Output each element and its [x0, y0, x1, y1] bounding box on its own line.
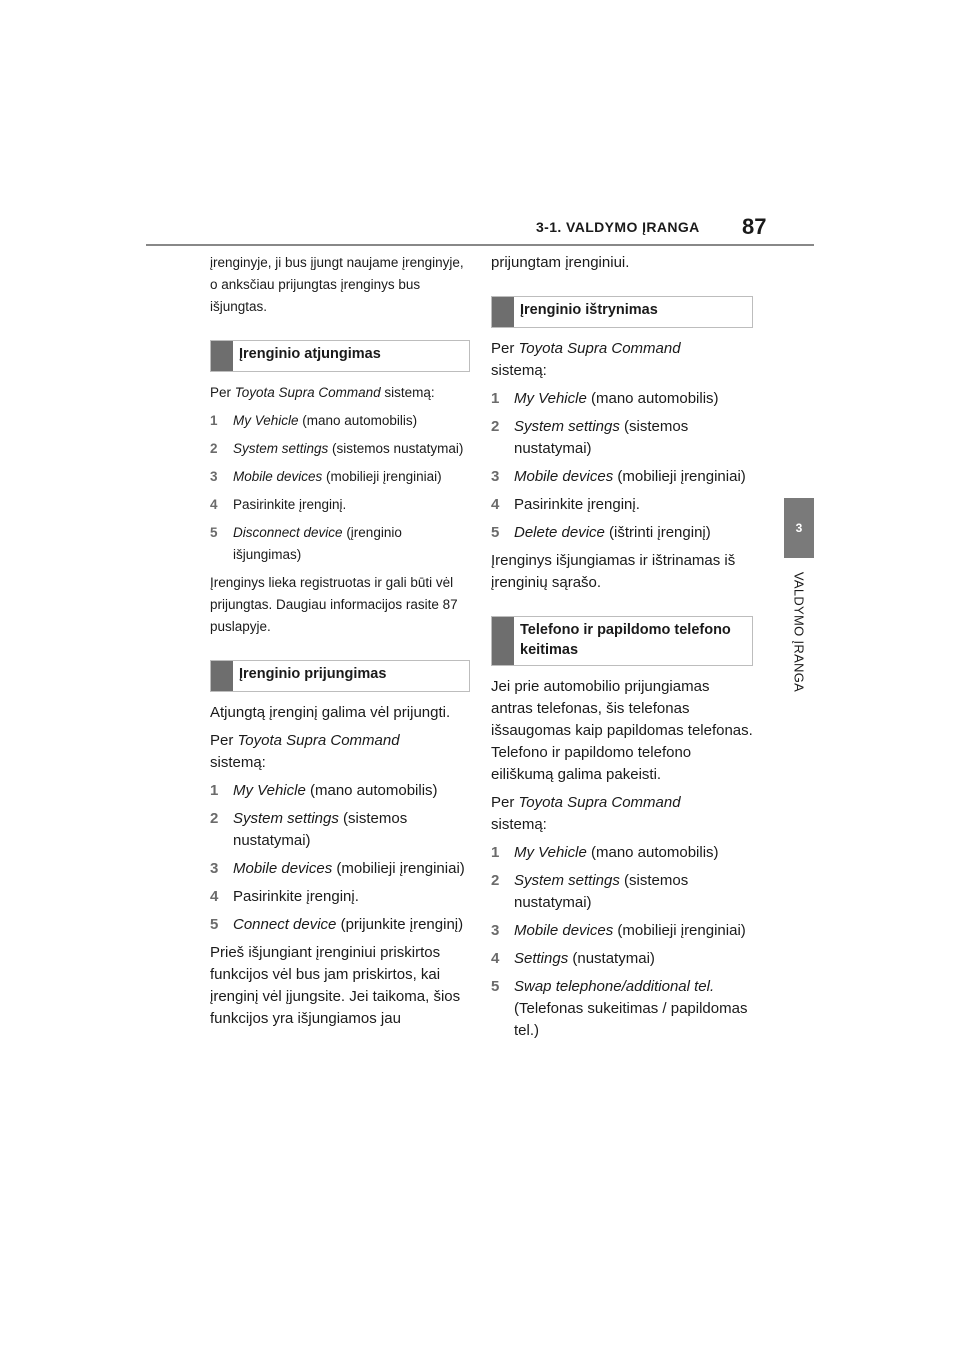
step-item [210, 438, 470, 460]
via-suffix: sistemą: [380, 385, 435, 400]
step-text: Pasirinkite įrenginį. [233, 888, 359, 905]
step-number: 5 [210, 916, 219, 933]
step-item [491, 976, 753, 1042]
via-system-name: Toyota Supra Command [518, 794, 681, 811]
step-text: Mobile devices (mobilieji įrenginiai) [514, 468, 746, 485]
step-text: My Vehicle (mano automobilis) [514, 844, 719, 861]
step-text: My Vehicle (mano automobilis) [514, 390, 719, 407]
step-text: System settings (sistemos nustatymai) [514, 872, 689, 911]
step-number: 5 [491, 524, 500, 541]
step-item [210, 780, 470, 802]
step-text: Connect device (prijunkite įrenginį) [233, 916, 464, 933]
step-item [210, 914, 470, 936]
step-item [210, 808, 470, 852]
via-line [491, 792, 753, 836]
step-item [491, 466, 753, 488]
left-column [210, 252, 470, 1036]
via-prefix: Per [210, 732, 238, 749]
step-number: 4 [491, 496, 500, 513]
step-item [210, 494, 470, 516]
section-title: Įrenginio prijungimas [239, 666, 387, 682]
section-header-swap-phone [491, 616, 753, 666]
intro-paragraph: įrenginyje, ji bus įjungt naujame įrenginyje, o anksčiau prijungtas įrenginys bus išjungtas. [210, 255, 464, 314]
section-header-delete [491, 296, 753, 328]
via-system-name: Toyota Supra Command [518, 340, 681, 357]
via-line [210, 382, 470, 404]
right-column [491, 252, 753, 1048]
step-number: 1 [491, 390, 500, 407]
step-text: Pasirinkite įrenginį. [233, 497, 347, 512]
step-number: 4 [210, 497, 218, 512]
step-number: 4 [210, 888, 219, 905]
section-title: Įrenginio atjungimas [239, 346, 381, 362]
section-title: Įrenginio ištrynimas [520, 302, 658, 318]
step-text: Disconnect device (įrenginio išjungimas) [233, 525, 402, 562]
step-item [210, 858, 470, 880]
step-number: 5 [491, 978, 500, 995]
via-prefix: Per [491, 794, 519, 811]
step-item [491, 416, 753, 460]
section-marker [492, 297, 514, 327]
step-number: 5 [210, 525, 218, 540]
step-number: 2 [210, 810, 219, 827]
step-item [491, 388, 753, 410]
header-divider [146, 244, 814, 246]
step-item [491, 920, 753, 942]
via-prefix: Per [210, 385, 235, 400]
step-item [491, 870, 753, 914]
section-marker [492, 617, 514, 665]
step-item [210, 466, 470, 488]
via-line [210, 730, 470, 774]
via-prefix: Per [491, 340, 519, 357]
step-number: 3 [210, 860, 219, 877]
step-text: System settings (sistemos nustatymai) [514, 418, 689, 457]
step-text: Swap telephone/additional tel. (Telefonas sukeitimas / papildomas tel.) [514, 978, 748, 1039]
chapter-title: 3-1. VALDYMO ĮRANGA [536, 219, 700, 235]
via-suffix: sistemą: [491, 362, 547, 379]
step-text: Settings (nustatymai) [514, 950, 655, 967]
step-text: Mobile devices (mobilieji įrenginiai) [514, 922, 746, 939]
continuation-paragraph: prijungtam įrenginiui. [491, 254, 630, 271]
note-paragraph: Įrenginys lieka registruotas ir gali būti vėl prijungtas. Daugiau informacijos rasite 87 puslapyje. [210, 575, 458, 634]
section-title: Telefono ir papildomo telefono keitimas [520, 622, 731, 658]
step-number: 3 [491, 922, 500, 939]
note-paragraph: Prieš išjungiant įrenginiui priskirtos funkcijos vėl bus jam priskirtos, kai įrenginį vėl įjungsite. Jei taikoma, šios funkcijos yra išjungiamos jau [210, 944, 461, 1027]
step-text: My Vehicle (mano automobilis) [233, 782, 438, 799]
section-marker [211, 341, 233, 371]
step-number: 2 [491, 418, 500, 435]
step-item [210, 886, 470, 908]
via-suffix: sistemą: [210, 754, 266, 771]
step-number: 2 [210, 441, 218, 456]
page-number: 87 [742, 214, 767, 239]
via-system-name: Toyota Supra Command [237, 732, 400, 749]
section-header-connect [210, 660, 470, 692]
section-marker [211, 661, 233, 691]
note-paragraph: Įrenginys išjungiamas ir ištrinamas iš įrenginių sąrašo. [491, 552, 736, 591]
step-text: System settings (sistemos nustatymai) [233, 810, 408, 849]
via-line [491, 338, 753, 382]
step-item [491, 494, 753, 516]
step-text: My Vehicle (mano automobilis) [233, 413, 418, 428]
via-suffix: sistemą: [491, 816, 547, 833]
via-system-name: Toyota Supra Command [234, 385, 381, 400]
step-item [210, 522, 470, 566]
section-intro: Jei prie automobilio prijungiamas antras telefonas, šis telefonas išsaugomas kaip papildomas telefonas. Telefono ir papildomo telefono eiliškumą galima pakeisti. [491, 678, 753, 783]
section-intro: Atjungtą įrenginį galima vėl prijungti. [210, 704, 451, 721]
step-item [210, 410, 470, 432]
step-number: 1 [210, 782, 219, 799]
step-text: Mobile devices (mobilieji įrenginiai) [233, 860, 465, 877]
step-item [491, 522, 753, 544]
step-text: Mobile devices (mobilieji įrenginiai) [233, 469, 442, 484]
step-text: System settings (sistemos nustatymai) [233, 441, 464, 456]
step-item [491, 842, 753, 864]
step-number: 1 [210, 413, 218, 428]
section-header-disconnect [210, 340, 470, 372]
chapter-tab: 3 [784, 498, 814, 558]
step-number: 4 [491, 950, 500, 967]
step-number: 3 [210, 469, 218, 484]
step-number: 3 [491, 468, 500, 485]
step-number: 2 [491, 872, 500, 889]
step-text: Delete device (ištrinti įrenginį) [514, 524, 711, 541]
step-text: Pasirinkite įrenginį. [514, 496, 640, 513]
step-item [491, 948, 753, 970]
chapter-side-label: VALDYMO ĮRANGA [791, 571, 807, 693]
step-number: 1 [491, 844, 500, 861]
